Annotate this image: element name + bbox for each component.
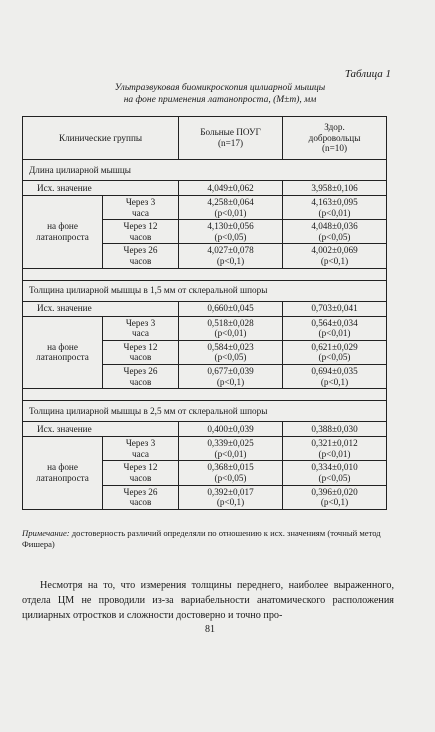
baseline-label: Исх. значение bbox=[23, 422, 179, 437]
healthy-value-cell bbox=[283, 437, 387, 461]
period-cell bbox=[103, 461, 179, 485]
healthy-value-line: (p<0,01) bbox=[318, 328, 351, 339]
period-line: Через 12 bbox=[123, 341, 158, 352]
period-line: Через 3 bbox=[125, 197, 156, 207]
period-line: Через 3 bbox=[125, 438, 156, 449]
section-gap bbox=[23, 268, 387, 280]
body-paragraph bbox=[22, 578, 394, 623]
baseline-row bbox=[23, 301, 387, 316]
baseline-poag: 0,660±0,045 bbox=[179, 301, 283, 316]
healthy-value-line: (p<0,1) bbox=[320, 376, 349, 387]
table-caption-line1: Ультразвуковая биомикроскопия цилиарной мышцы bbox=[114, 83, 326, 93]
healthy-value-cell bbox=[283, 485, 387, 509]
poag-value-line: 4,027±0,078 bbox=[207, 245, 254, 256]
period-line: часов bbox=[129, 376, 152, 387]
section-gap bbox=[23, 389, 387, 401]
period-line: часов bbox=[129, 497, 152, 508]
baseline-label: Исх. значение bbox=[23, 301, 179, 316]
healthy-value-line: 0,564±0,034 bbox=[311, 317, 358, 328]
period-cell bbox=[103, 220, 179, 244]
header-healthy bbox=[283, 117, 387, 160]
healthy-value-line: (p<0,01) bbox=[318, 448, 351, 459]
group-label-line: латанопроста bbox=[36, 472, 89, 483]
poag-value-line: (p<0,05) bbox=[214, 352, 247, 363]
poag-value-cell bbox=[179, 437, 283, 461]
header-healthy-line: Здор. bbox=[324, 122, 345, 133]
header-poag-line: Больные ПОУГ bbox=[200, 127, 261, 138]
header-healthy-line: (n=10) bbox=[321, 143, 348, 154]
poag-value-line: 4,130±0,056 bbox=[207, 221, 254, 232]
poag-value-cell bbox=[179, 340, 283, 364]
period-line: Через 12 bbox=[123, 221, 158, 232]
poag-value-cell bbox=[179, 485, 283, 509]
healthy-value-line: (p<0,1) bbox=[320, 255, 349, 266]
baseline-healthy: 0,703±0,041 bbox=[283, 301, 387, 316]
period-line: Через 26 bbox=[123, 245, 158, 256]
period-cell bbox=[103, 485, 179, 509]
group-label-line: на фоне bbox=[47, 341, 78, 352]
healthy-value-cell bbox=[283, 316, 387, 340]
period-cell bbox=[103, 340, 179, 364]
poag-value-line: 0,339±0,025 bbox=[207, 438, 254, 449]
section-title: Длина цилиарной мышцы bbox=[23, 160, 387, 181]
poag-value-cell bbox=[179, 364, 283, 388]
period-line: часов bbox=[129, 472, 152, 483]
poag-value-line: 0,392±0,017 bbox=[207, 486, 254, 497]
poag-value-line: (p<0,1) bbox=[216, 497, 245, 508]
table-label: Таблица 1 bbox=[344, 68, 391, 80]
period-cell bbox=[103, 196, 179, 220]
period-line: Через 12 bbox=[123, 462, 158, 473]
healthy-value-line: 0,321±0,012 bbox=[311, 438, 358, 449]
group-label-line: на фоне bbox=[47, 462, 78, 473]
poag-value-cell bbox=[179, 244, 283, 268]
poag-value-cell bbox=[179, 316, 283, 340]
section-title: Толщина цилиарной мышцы в 1,5 мм от склеральной шпоры bbox=[23, 280, 387, 301]
poag-value-line: (p<0,1) bbox=[216, 255, 245, 266]
healthy-value-line: 0,396±0,020 bbox=[311, 486, 358, 497]
poag-value-line: 4,258±0,064 bbox=[207, 197, 254, 207]
baseline-healthy: 3,958±0,106 bbox=[283, 181, 387, 196]
note-label: Примечание: bbox=[22, 528, 70, 538]
healthy-value-cell bbox=[283, 244, 387, 268]
period-line: часа bbox=[132, 207, 149, 218]
section-title: Толщина цилиарной мышцы в 2,5 мм от склеральной шпоры bbox=[23, 401, 387, 422]
period-line: Через 26 bbox=[123, 486, 158, 497]
healthy-value-cell bbox=[283, 461, 387, 485]
poag-value-line: 0,368±0,015 bbox=[207, 462, 254, 473]
section-title-row bbox=[23, 280, 387, 301]
healthy-value-line: 0,694±0,035 bbox=[311, 365, 358, 376]
table-caption-line2: на фоне применения латанопроста, (M±m), мм bbox=[123, 95, 317, 105]
table-row bbox=[23, 437, 387, 461]
baseline-row bbox=[23, 181, 387, 196]
period-line: часа bbox=[132, 448, 149, 459]
header-healthy-line: добровольцы bbox=[308, 132, 361, 143]
period-cell bbox=[103, 316, 179, 340]
healthy-value-line: (p<0,05) bbox=[318, 352, 351, 363]
section-title-row bbox=[23, 401, 387, 422]
baseline-label: Исх. значение bbox=[23, 181, 179, 196]
healthy-value-line: (p<0,05) bbox=[318, 231, 351, 242]
data-table bbox=[22, 116, 387, 510]
note-text: достоверность различий определяли по отношению к исх. значениям (точный метод Фишера) bbox=[22, 528, 381, 549]
poag-value-cell bbox=[179, 220, 283, 244]
gap-cell bbox=[23, 389, 387, 401]
header-groups: Клинические группы bbox=[23, 117, 179, 160]
group-label bbox=[23, 316, 103, 389]
period-line: часов bbox=[129, 231, 152, 242]
group-label bbox=[23, 437, 103, 510]
period-line: часов bbox=[129, 255, 152, 266]
poag-value-cell bbox=[179, 461, 283, 485]
baseline-poag: 0,400±0,039 bbox=[179, 422, 283, 437]
period-cell bbox=[103, 437, 179, 461]
healthy-value-cell bbox=[283, 220, 387, 244]
group-label-line: на фоне bbox=[47, 221, 78, 232]
paragraph-text: Несмотря на то, что измерения толщины переднего, наиболее выраженного, отдела ЦМ не проводили из-за вариабельности анатомического расположения цилиарных отростков и сложности достоверно и точно про- bbox=[22, 580, 394, 621]
healthy-value-line: 0,334±0,010 bbox=[311, 462, 358, 473]
period-cell bbox=[103, 244, 179, 268]
healthy-value-line: 4,163±0,095 bbox=[311, 197, 358, 207]
poag-value-cell bbox=[179, 196, 283, 220]
healthy-value-cell bbox=[283, 196, 387, 220]
healthy-value-cell bbox=[283, 340, 387, 364]
group-label-line: латанопроста bbox=[36, 352, 89, 363]
table-row bbox=[23, 196, 387, 220]
poag-value-line: (p<0,01) bbox=[214, 328, 247, 339]
healthy-value-cell bbox=[283, 364, 387, 388]
poag-value-line: (p<0,05) bbox=[214, 472, 247, 483]
header-row bbox=[23, 117, 387, 160]
header-poag bbox=[179, 117, 283, 160]
healthy-value-line: 4,048±0,036 bbox=[311, 221, 358, 232]
period-line: часа bbox=[132, 328, 149, 339]
group-label bbox=[23, 196, 103, 269]
healthy-value-line: (p<0,05) bbox=[318, 472, 351, 483]
baseline-healthy: 0,388±0,030 bbox=[283, 422, 387, 437]
group-label-line: латанопроста bbox=[36, 231, 89, 242]
page-number: 81 bbox=[205, 624, 215, 635]
period-line: Через 3 bbox=[125, 317, 156, 328]
poag-value-line: (p<0,01) bbox=[214, 448, 247, 459]
healthy-value-line: 4,002±0,069 bbox=[311, 245, 358, 256]
poag-value-line: (p<0,1) bbox=[216, 376, 245, 387]
poag-value-line: (p<0,05) bbox=[214, 231, 247, 242]
poag-value-line: 0,518±0,028 bbox=[207, 317, 254, 328]
poag-value-line: 0,584±0,023 bbox=[207, 341, 254, 352]
healthy-value-line: (p<0,01) bbox=[318, 207, 351, 218]
table-note bbox=[22, 528, 392, 550]
header-poag-line: (n=17) bbox=[217, 138, 244, 148]
healthy-value-line: 0,621±0,029 bbox=[311, 341, 358, 352]
poag-value-line: 0,677±0,039 bbox=[207, 365, 254, 376]
gap-cell bbox=[23, 268, 387, 280]
baseline-poag: 4,049±0,062 bbox=[179, 181, 283, 196]
healthy-value-line: (p<0,1) bbox=[320, 497, 349, 508]
period-line: Через 26 bbox=[123, 365, 158, 376]
table-row bbox=[23, 316, 387, 340]
section-title-row bbox=[23, 160, 387, 181]
period-cell bbox=[103, 364, 179, 388]
baseline-row bbox=[23, 422, 387, 437]
poag-value-line: (p<0,01) bbox=[214, 207, 247, 218]
period-line: часов bbox=[129, 352, 152, 363]
